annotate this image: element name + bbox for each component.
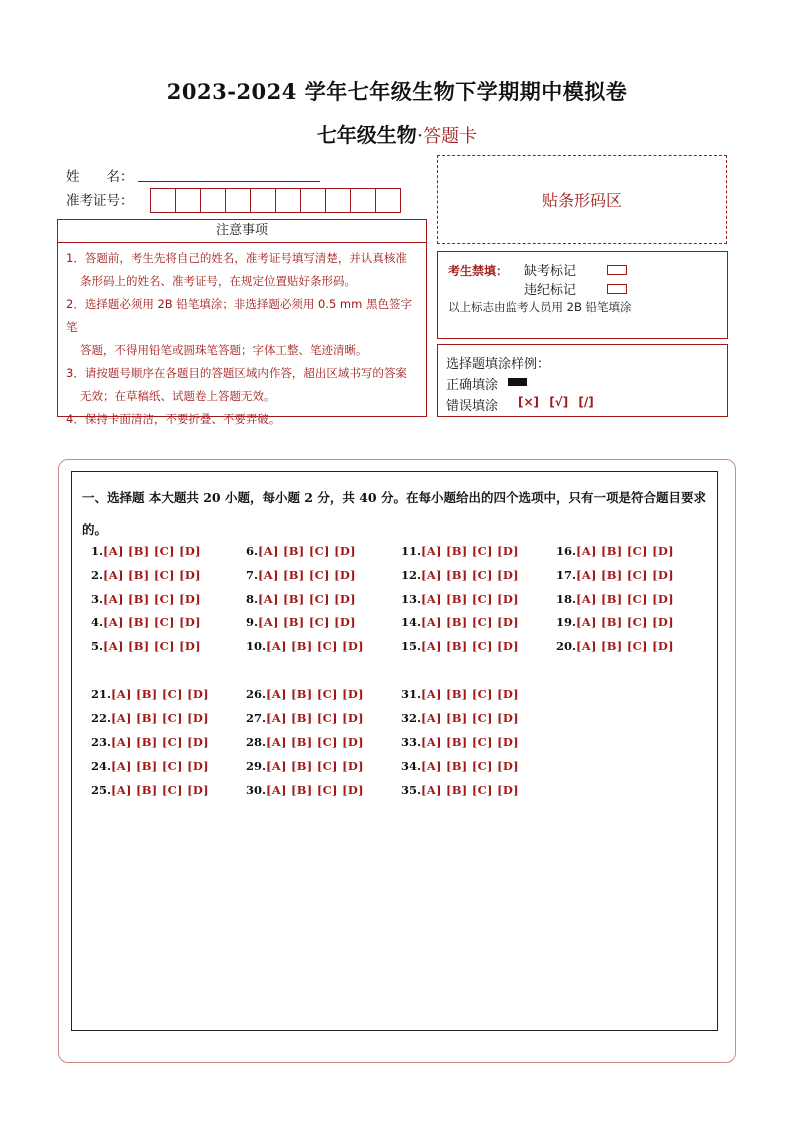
absent-mark-label: 缺考标记 [524,264,577,279]
sample-correct-label: 正确填涂 [446,378,499,393]
option-c-bubble[interactable]: [C] [471,735,498,749]
option-b-bubble[interactable]: [B] [601,615,627,629]
option-b-bubble[interactable]: [B] [291,639,317,653]
question-10-row [246,639,364,653]
option-c-bubble[interactable]: [C] [161,687,188,701]
option-d-bubble[interactable]: [D] [497,711,519,725]
question-number: 12. [401,568,422,582]
option-a-bubble[interactable]: [A] [103,615,129,629]
option-b-bubble[interactable]: [B] [291,783,317,797]
option-d-bubble[interactable]: [D] [497,783,519,797]
page-subtitle [0,119,794,148]
option-c-bubble[interactable]: [C] [153,568,180,582]
question-15-row [401,639,519,653]
option-d-bubble[interactable]: [D] [652,639,674,653]
absent-mark-box[interactable] [607,265,627,275]
option-c-bubble[interactable]: [C] [153,639,180,653]
id-digit-box[interactable] [300,188,326,213]
note-line: 无效；在草稿纸、试题卷上答题无效。 [80,389,276,403]
question-20-row [556,639,674,653]
option-b-bubble[interactable]: [B] [601,639,627,653]
option-c-bubble[interactable]: [C] [316,711,343,725]
option-a-bubble[interactable]: [A] [421,687,447,701]
option-a-bubble[interactable]: [A] [421,568,447,582]
question-number: 8. [246,592,259,606]
option-b-bubble[interactable]: [B] [128,615,154,629]
option-b-bubble[interactable]: [B] [601,544,627,558]
question-number: 31. [401,687,422,701]
question-number: 30. [246,783,267,797]
examinee-no-fill-box [437,251,728,339]
question-16-row [556,544,674,558]
option-b-bubble[interactable]: [B] [291,735,317,749]
option-d-bubble[interactable]: [D] [187,735,209,749]
option-c-bubble[interactable]: [C] [471,639,498,653]
question-33-row [401,735,519,749]
option-a-bubble[interactable]: [A] [258,615,284,629]
question-number: 4. [91,615,104,629]
question-number: 32. [401,711,422,725]
option-b-bubble[interactable]: [B] [136,711,162,725]
option-a-bubble[interactable]: [A] [576,568,602,582]
option-c-bubble[interactable]: [C] [626,544,653,558]
question-19-row [556,615,674,629]
question-8-row [246,592,356,606]
option-d-bubble[interactable]: [D] [342,711,364,725]
note-item [66,362,420,408]
question-number: 9. [246,615,259,629]
question-number: 27. [246,711,267,725]
option-d-bubble[interactable]: [D] [342,783,364,797]
notes-heading: 注意事项 [57,219,427,243]
question-32-row [401,711,519,725]
note-line: 4．保持卡面清洁，不要折叠、不要弄破。 [66,412,281,426]
id-digit-box[interactable] [350,188,376,213]
option-b-bubble[interactable]: [B] [283,615,309,629]
option-c-bubble[interactable]: [C] [626,568,653,582]
option-a-bubble[interactable]: [A] [266,759,292,773]
option-d-bubble[interactable]: [D] [187,759,209,773]
question-31-row [401,687,519,701]
option-a-bubble[interactable]: [A] [266,711,292,725]
option-d-bubble[interactable]: [D] [179,615,201,629]
question-number: 18. [556,592,577,606]
option-d-bubble[interactable]: [D] [187,783,209,797]
option-a-bubble[interactable]: [A] [421,783,447,797]
id-digit-box[interactable] [375,188,401,213]
option-d-bubble[interactable]: [D] [652,592,674,606]
option-a-bubble[interactable]: [A] [111,687,137,701]
ban-note: 以上标志由监考人员用 2B 铅笔填涂 [448,300,632,314]
option-d-bubble[interactable]: [D] [179,639,201,653]
question-2-row [91,568,201,582]
option-c-bubble[interactable]: [C] [308,568,335,582]
note-line: 条形码上的姓名、准考证号，在规定位置贴好条形码。 [80,274,356,288]
option-a-bubble[interactable]: [A] [258,544,284,558]
option-b-bubble[interactable]: [B] [136,735,162,749]
question-number: 33. [401,735,422,749]
option-b-bubble[interactable]: [B] [128,639,154,653]
question-number: 11. [401,544,422,558]
section1-intro: 一、选择题 本大题共 20 小题，每小题 2 分，共 40 分。在每小题给出的四个选项中，只有一项是符合题目要求的。 [82,490,706,537]
id-digit-box[interactable] [325,188,351,213]
question-number: 34. [401,759,422,773]
option-d-bubble[interactable]: [D] [497,687,519,701]
option-a-bubble[interactable]: [A] [111,711,137,725]
option-a-bubble[interactable]: [A] [576,544,602,558]
option-d-bubble[interactable]: [D] [187,711,209,725]
option-a-bubble[interactable]: [A] [421,735,447,749]
name-label: 姓 名： [66,169,134,185]
question-number: 20. [556,639,577,653]
option-c-bubble[interactable]: [C] [316,687,343,701]
option-a-bubble[interactable]: [A] [576,639,602,653]
option-d-bubble[interactable]: [D] [497,592,519,606]
id-digit-box[interactable] [225,188,251,213]
option-b-bubble[interactable]: [B] [446,639,472,653]
option-a-bubble[interactable]: [A] [266,735,292,749]
subtitle-dot: · [416,123,424,147]
option-a-bubble[interactable]: [A] [421,592,447,606]
option-d-bubble[interactable]: [D] [497,639,519,653]
option-d-bubble[interactable]: [D] [342,735,364,749]
option-c-bubble[interactable]: [C] [153,544,180,558]
question-30-row [246,783,364,797]
option-b-bubble[interactable]: [B] [291,711,317,725]
question-number: 15. [401,639,422,653]
question-25-row [91,783,209,797]
option-a-bubble[interactable]: [A] [421,544,447,558]
note-line: 2．选择题必须用 2B 铅笔填涂；非选择题必须用 0.5 mm 黑色签字笔 [66,297,412,334]
question-9-row [246,615,356,629]
option-d-bubble[interactable]: [D] [652,544,674,558]
question-5-row [91,639,201,653]
option-d-bubble[interactable]: [D] [179,592,201,606]
question-number: 5. [91,639,104,653]
option-a-bubble[interactable]: [A] [111,735,137,749]
option-d-bubble[interactable]: [D] [334,568,356,582]
wrong-fill-marks: [×] [√] [/] [518,395,594,409]
option-d-bubble[interactable]: [D] [342,759,364,773]
option-a-bubble[interactable]: [A] [421,711,447,725]
note-line: 1．答题前，考生先将自己的姓名，准考证号填写清楚，并认真核准 [66,251,407,265]
option-b-bubble[interactable]: [B] [446,735,472,749]
option-d-bubble[interactable]: [D] [179,568,201,582]
question-18-row [556,592,674,606]
question-number: 2. [91,568,104,582]
subtitle-subject: 七年级生物 [316,123,417,147]
option-c-bubble[interactable]: [C] [626,639,653,653]
id-number-boxes[interactable] [151,188,401,213]
option-a-bubble[interactable]: [A] [258,592,284,606]
option-a-bubble[interactable]: [A] [103,568,129,582]
option-d-bubble[interactable]: [D] [652,615,674,629]
option-b-bubble[interactable]: [B] [136,759,162,773]
option-b-bubble[interactable]: [B] [446,544,472,558]
option-d-bubble[interactable]: [D] [342,639,364,653]
note-line: 答题，不得用铅笔或圆珠笔答题；字体工整、笔迹清晰。 [80,343,368,357]
option-b-bubble[interactable]: [B] [601,592,627,606]
option-a-bubble[interactable]: [A] [111,759,137,773]
id-label: 准考证号： [66,193,134,209]
option-b-bubble[interactable]: [B] [291,759,317,773]
option-d-bubble[interactable]: [D] [497,544,519,558]
option-a-bubble[interactable]: [A] [111,783,137,797]
question-12-row [401,568,519,582]
option-d-bubble[interactable]: [D] [497,568,519,582]
option-b-bubble[interactable]: [B] [283,592,309,606]
question-27-row [246,711,364,725]
question-number: 1. [91,544,104,558]
option-c-bubble[interactable]: [C] [316,735,343,749]
option-a-bubble[interactable]: [A] [266,783,292,797]
question-number: 29. [246,759,267,773]
option-c-bubble[interactable]: [C] [316,639,343,653]
id-digit-box[interactable] [150,188,176,213]
note-line: 3．请按题号顺序在各题目的答题区域内作答，超出区域书写的答案 [66,366,407,380]
option-b-bubble[interactable]: [B] [283,568,309,582]
id-digit-box[interactable] [250,188,276,213]
option-a-bubble[interactable]: [A] [421,615,447,629]
question-number: 10. [246,639,267,653]
question-22-row [91,711,209,725]
sample-wrong-label: 错误填涂 [446,399,499,414]
ban-label: 考生禁填： [448,264,509,278]
id-digit-box[interactable] [200,188,226,213]
option-b-bubble[interactable]: [B] [446,711,472,725]
option-d-bubble[interactable]: [D] [497,759,519,773]
option-b-bubble[interactable]: [B] [136,783,162,797]
option-b-bubble[interactable]: [B] [446,759,472,773]
question-number: 21. [91,687,112,701]
option-c-bubble[interactable]: [C] [161,735,188,749]
question-number: 6. [246,544,259,558]
note-item [66,293,420,362]
option-a-bubble[interactable]: [A] [103,592,129,606]
question-6-row [246,544,356,558]
option-c-bubble[interactable]: [C] [626,615,653,629]
violation-mark-label: 违纪标记 [524,283,577,298]
question-number: 3. [91,592,104,606]
question-29-row [246,759,364,773]
question-26-row [246,687,364,701]
option-d-bubble[interactable]: [D] [187,687,209,701]
option-c-bubble[interactable]: [C] [161,783,188,797]
option-d-bubble[interactable]: [D] [334,544,356,558]
question-number: 25. [91,783,112,797]
option-b-bubble[interactable]: [B] [446,568,472,582]
option-c-bubble[interactable]: [C] [471,783,498,797]
option-c-bubble[interactable]: [C] [471,615,498,629]
question-number: 24. [91,759,112,773]
option-d-bubble[interactable]: [D] [179,544,201,558]
option-a-bubble[interactable]: [A] [576,615,602,629]
question-number: 7. [246,568,259,582]
question-number: 22. [91,711,112,725]
option-a-bubble[interactable]: [A] [421,639,447,653]
option-d-bubble[interactable]: [D] [497,735,519,749]
option-c-bubble[interactable]: [C] [153,592,180,606]
option-b-bubble[interactable]: [B] [128,592,154,606]
question-number: 23. [91,735,112,749]
option-c-bubble[interactable]: [C] [161,759,188,773]
question-35-row [401,783,519,797]
question-34-row [401,759,519,773]
id-digit-box[interactable] [175,188,201,213]
option-a-bubble[interactable]: [A] [421,759,447,773]
question-3-row [91,592,201,606]
notes-body [57,242,427,426]
option-b-bubble[interactable]: [B] [446,687,472,701]
option-c-bubble[interactable]: [C] [308,615,335,629]
question-14-row [401,615,519,629]
sample-title: 选择题填涂样例： [446,357,551,372]
option-b-bubble[interactable]: [B] [283,544,309,558]
option-a-bubble[interactable]: [A] [266,639,292,653]
question-13-row [401,592,519,606]
option-c-bubble[interactable]: [C] [316,759,343,773]
fill-sample-box [437,344,728,417]
option-c-bubble[interactable]: [C] [471,759,498,773]
question-4-row [91,615,201,629]
barcode-label: 贴条形码区 [541,191,622,210]
option-d-bubble[interactable]: [D] [342,687,364,701]
option-d-bubble[interactable]: [D] [652,568,674,582]
option-c-bubble[interactable]: [C] [471,568,498,582]
correct-fill-mark [508,378,527,386]
option-b-bubble[interactable]: [B] [601,568,627,582]
question-number: 13. [401,592,422,606]
question-11-row [401,544,519,558]
option-b-bubble[interactable]: [B] [446,615,472,629]
question-24-row [91,759,209,773]
option-a-bubble[interactable]: [A] [576,592,602,606]
barcode-area [437,155,727,244]
question-21-row [91,687,209,701]
option-d-bubble[interactable]: [D] [334,592,356,606]
question-23-row [91,735,209,749]
subtitle-answer-card: 答题卡 [423,126,478,147]
option-b-bubble[interactable]: [B] [291,687,317,701]
violation-mark-box[interactable] [607,284,627,294]
option-a-bubble[interactable]: [A] [266,687,292,701]
option-c-bubble[interactable]: [C] [471,711,498,725]
option-c-bubble[interactable]: [C] [316,783,343,797]
option-a-bubble[interactable]: [A] [103,639,129,653]
option-c-bubble[interactable]: [C] [308,544,335,558]
option-c-bubble[interactable]: [C] [471,687,498,701]
option-b-bubble[interactable]: [B] [446,592,472,606]
option-a-bubble[interactable]: [A] [103,544,129,558]
option-b-bubble[interactable]: [B] [128,544,154,558]
option-c-bubble[interactable]: [C] [161,711,188,725]
page-title: 2023-2024 学年七年级生物下学期期中模拟卷 [166,79,628,104]
option-c-bubble[interactable]: [C] [153,615,180,629]
option-b-bubble[interactable]: [B] [136,687,162,701]
question-number: 28. [246,735,267,749]
question-1-row [91,544,201,558]
question-number: 35. [401,783,422,797]
option-b-bubble[interactable]: [B] [128,568,154,582]
note-item [66,247,420,293]
option-d-bubble[interactable]: [D] [497,615,519,629]
option-b-bubble[interactable]: [B] [446,783,472,797]
option-a-bubble[interactable]: [A] [258,568,284,582]
id-digit-box[interactable] [275,188,301,213]
question-number: 19. [556,615,577,629]
option-d-bubble[interactable]: [D] [334,615,356,629]
question-number: 26. [246,687,267,701]
note-item [66,408,420,431]
question-number: 17. [556,568,577,582]
option-c-bubble[interactable]: [C] [626,592,653,606]
question-17-row [556,568,674,582]
option-c-bubble[interactable]: [C] [471,544,498,558]
name-field[interactable] [138,180,320,182]
option-c-bubble[interactable]: [C] [308,592,335,606]
question-7-row [246,568,356,582]
question-number: 16. [556,544,577,558]
option-c-bubble[interactable]: [C] [471,592,498,606]
question-number: 14. [401,615,422,629]
question-28-row [246,735,364,749]
